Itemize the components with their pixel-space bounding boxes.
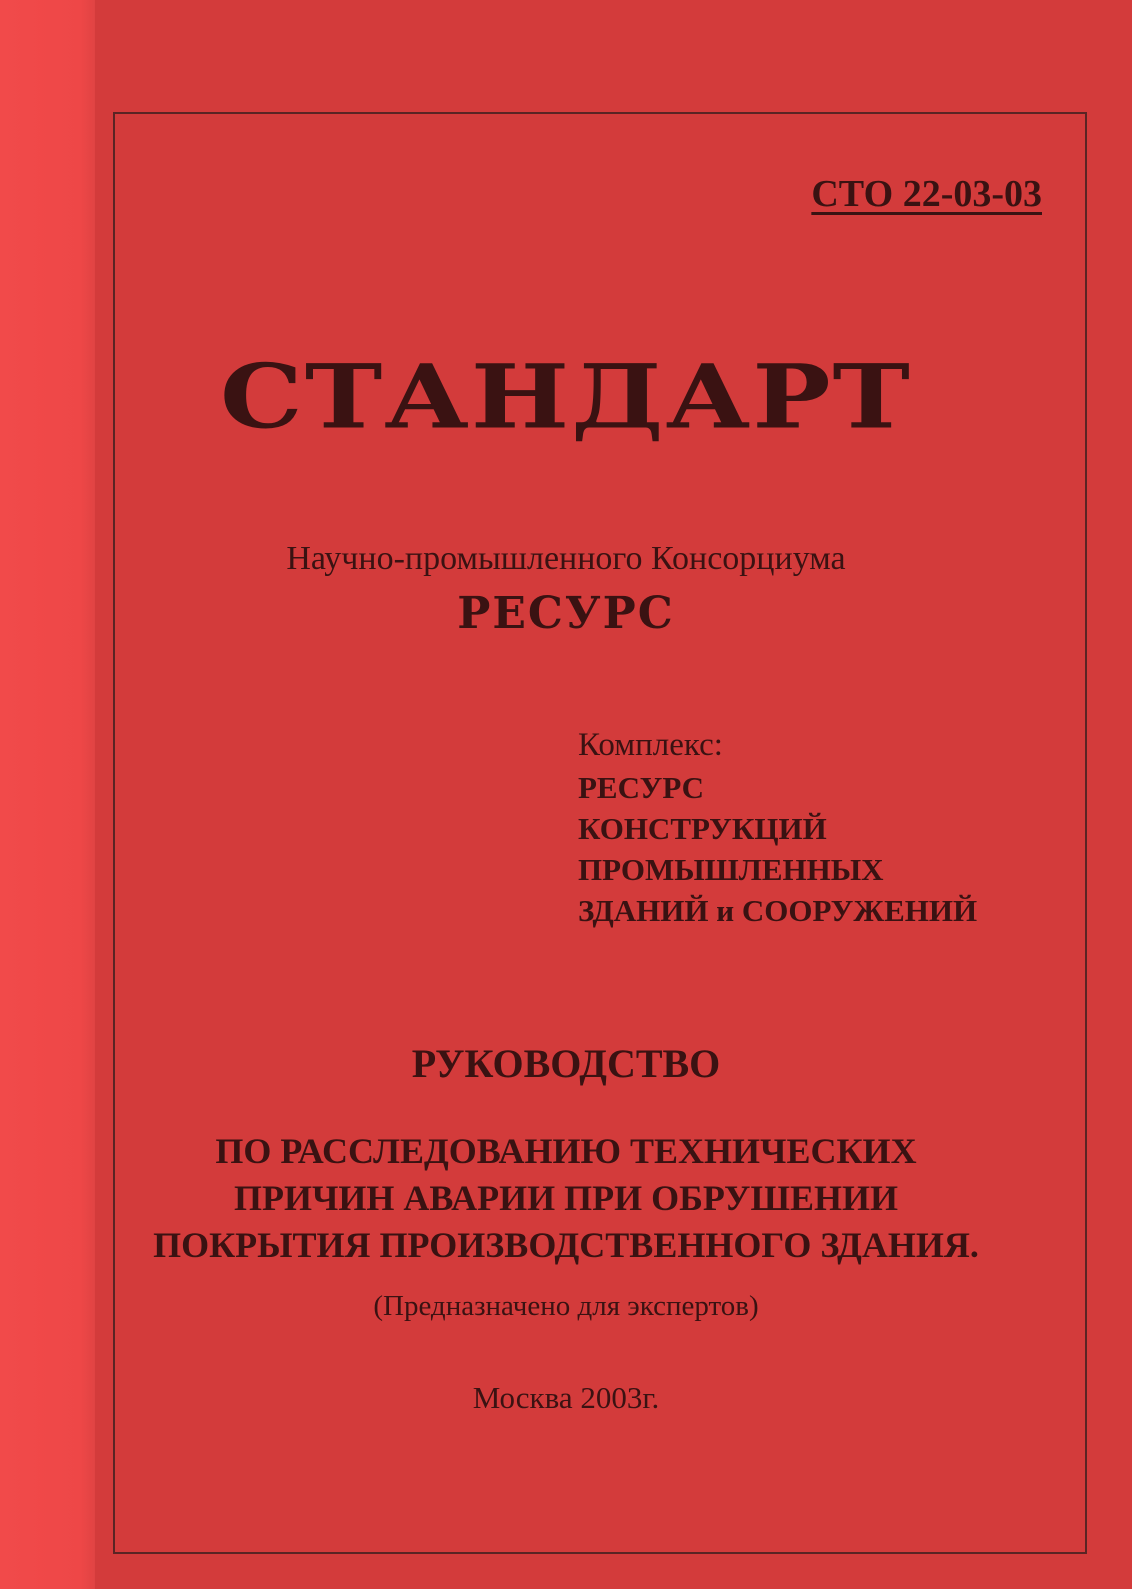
subtitle-line: ПО РАССЛЕДОВАНИЮ ТЕХНИЧЕСКИХ [215,1131,917,1171]
audience-note: (Предназначено для экспертов) [373,1290,759,1322]
binding-strip [0,0,95,1589]
complex-line: ЗДАНИЙ и СООРУЖЕНИЙ [578,893,978,928]
complex-line: РЕСУРС [578,770,705,805]
subtitle-line: ПРИЧИН АВАРИИ ПРИ ОБРУШЕНИИ [233,1178,898,1218]
document-code: СТО 22-03-03 [811,173,1042,215]
organization-line: Научно-промышленного Консорциума [286,540,846,577]
city-year: Москва 2003г. [472,1380,660,1415]
complex-line: КОНСТРУКЦИЙ [578,811,827,846]
subtitle-line: ПОКРЫТИЯ ПРОИЗВОДСТВЕННОГО ЗДАНИЯ. [153,1225,979,1265]
complex-line: ПРОМЫШЛЕННЫХ [578,852,884,887]
organization-name: РЕСУРС [457,588,675,639]
document-heading: РУКОВОДСТВО [411,1041,721,1086]
complex-label: Комплекс: [578,727,723,763]
document-type-title: СТАНДАРТ [220,344,912,449]
